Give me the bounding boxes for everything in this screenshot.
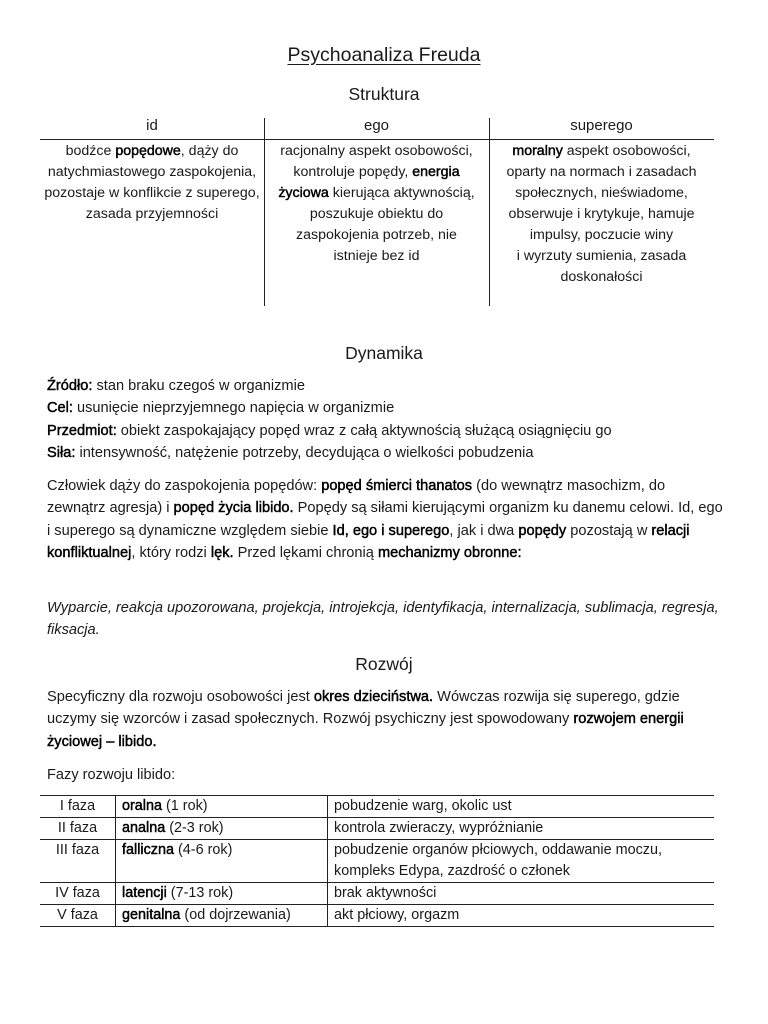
section-heading-structure: Struktura [348, 84, 420, 104]
libido-phases-table [40, 795, 714, 927]
phase-description: brak aktywności [334, 885, 437, 901]
phase-name: analna (2-3 rok) [116, 818, 328, 840]
phase-number: V faza [57, 907, 98, 923]
section-heading-development: Rozwój [355, 654, 413, 674]
column-header-id: id [146, 117, 158, 134]
phase-description: pobudzenie warg, okolic ust [334, 798, 512, 814]
table-row [40, 818, 714, 840]
table-row [40, 796, 714, 818]
dynamics-paragraph: Człowiek dąży do zaspokojenia popędów: popęd śmierci thanatos (do wewnątrz masochizm, do zewnątrz agresja) i popęd życia libido. Popędy są siłami kierującymi organizm ku danemu celowi. Id, ego i superego są dynamiczne względem siebie Id, ego i superego, jak i dwa popędy pozostają w relacji konfliktualnej, który rodzi lęk. Przed lękami chronią mechanizmy obronne: [47, 478, 723, 562]
column-header-superego: superego [570, 117, 633, 134]
phase-number: III faza [55, 842, 100, 858]
table-row [40, 840, 714, 883]
superego-description: moralny aspekt osobowości, oparty na normach i zasadach społecznych, nieświadome, obserwuje i krytykuje, hamuje impulsy, poczucie winy i wyrzuty sumienia, zasada doskonałości [506, 143, 697, 285]
phase-number: IV faza [55, 885, 100, 901]
phase-number: II faza [57, 820, 98, 836]
structure-header-rule [40, 139, 714, 140]
ego-description: racjonalny aspekt osobowości, kontroluje popędy, energia życiowa kierująca aktywnością, poszukuje obiektu do zaspokojenia potrzeb, nie istnieje bez id [278, 143, 475, 264]
phase-name: falliczna (4-6 rok) [116, 840, 328, 883]
phase-number: I faza [59, 798, 96, 814]
column-header-ego: ego [363, 117, 390, 134]
development-paragraph: Specyficzny dla rozwoju osobowości jest okres dzieciństwa. Wówczas rozwija się superego, gdzie uczymy się wzorców i zasad społecznych. Rozwój psychiczny jest spowodowany rozwojem energii życiowej – libido. [47, 689, 684, 750]
table-row [40, 905, 714, 927]
phases-label: Fazy rozwoju libido: [47, 767, 176, 783]
phase-name: oralna (1 rok) [116, 796, 328, 818]
phase-description: akt płciowy, orgazm [334, 907, 460, 923]
phase-description: pobudzenie organów płciowych, oddawanie moczu, kompleks Edypa, zazdrość o członek [334, 842, 662, 879]
section-heading-dynamics: Dynamika [345, 343, 423, 363]
phase-name: latencji (7-13 rok) [116, 883, 328, 905]
phase-description: kontrola zwieraczy, wypróżnianie [334, 820, 544, 836]
defense-mechanisms-list: Wyparcie, reakcja upozorowana, projekcja, introjekcja, identyfikacja, internalizacja, sublimacja, regresja, fiksacja. [47, 600, 719, 639]
definition-goal: Cel: usunięcie nieprzyjemnego napięcia w organizmie [47, 400, 395, 416]
id-description: bodźce popędowe, dąży do natychmiastowego zaspokojenia, pozostaje w konflikcie z superego, zasada przyjemności [44, 143, 260, 222]
table-row [40, 883, 714, 905]
definition-object: Przedmiot: obiekt zaspokajający popęd wraz z całą aktywnością służącą osiągnięciu go [47, 423, 612, 439]
definition-strength: Siła: intensywność, natężenie potrzeby, decydująca o wielkości pobudzenia [47, 445, 534, 461]
definition-source: Źródło: stan braku czegoś w organizmie [47, 378, 305, 394]
page-title: Psychoanaliza Freuda [287, 44, 481, 66]
column-divider [489, 118, 490, 306]
phase-name: genitalna (od dojrzewania) [116, 905, 328, 927]
column-divider [264, 118, 265, 306]
